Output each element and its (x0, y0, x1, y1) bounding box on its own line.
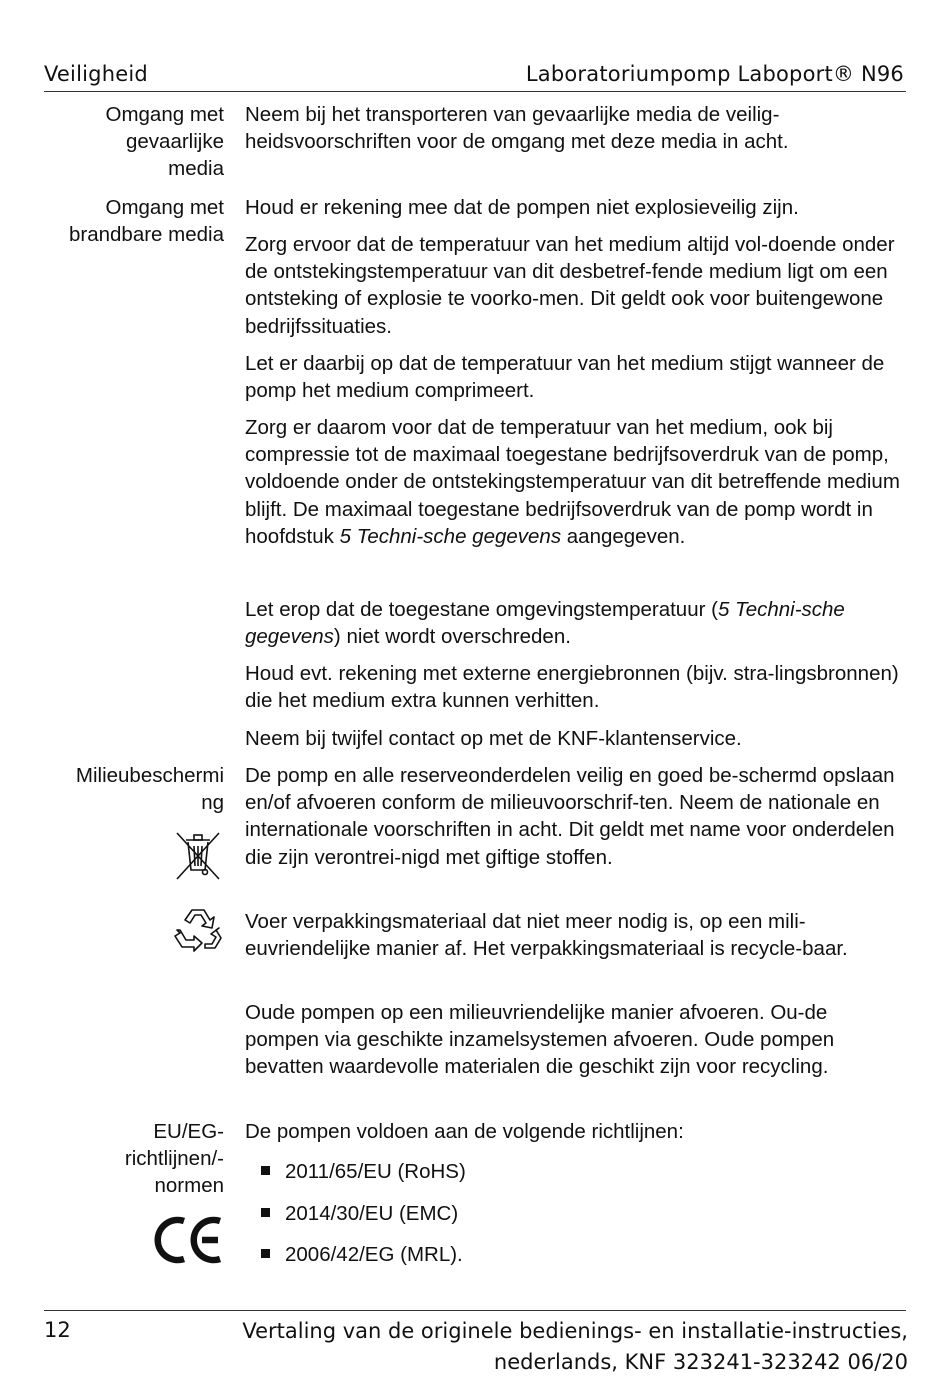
side-label-gevaarlijke-media: Omgang met gevaarlijke media (105, 103, 224, 180)
list-item: 2014/30/EU (EMC) (261, 1200, 458, 1227)
paragraph-omgevingstemperatuur: Let erop dat de toegestane omgevingstemperatuur (5 Techni-sche gegevens) niet wordt overschreden. (245, 598, 845, 649)
header-divider (44, 91, 906, 92)
ce-mark-icon (152, 1214, 224, 1266)
bullet-square-icon (261, 1208, 270, 1217)
paragraph-energiebronnen: Houd evt. rekening met externe energiebronnen (bijv. stra-lingsbronnen) die het medium extra kunnen verhitten. (245, 662, 899, 713)
side-label-milieubescherming: Milieubeschermi ng (75, 764, 224, 814)
side-label-eu-richtlijnen: EU/EG- richtlijnen/- normen (124, 1120, 224, 1197)
paragraph-temperatuur-stijgt: Let er daarbij op dat de temperatuur van het medium stijgt wanneer de pomp het medium comprimeert. (245, 352, 885, 403)
paragraph-gevaarlijke-media: Neem bij het transporteren van gevaarlijke media de veilig-heidsvoorschriften voor de omgang met deze media in acht. (245, 103, 789, 154)
paragraph-verpakkingsmateriaal: Voer verpakkingsmateriaal dat niet meer nodig is, op een mili-euvriendelijke manier af. Het verpakkingsmateriaal is recycle-baar. (245, 910, 848, 961)
footer-divider (44, 1310, 906, 1311)
side-label-brandbare-media: Omgang met brandbare media (69, 196, 224, 246)
header-section: Veiligheid (44, 62, 148, 86)
paragraph-ontstekingstemperatuur: Zorg ervoor dat de temperatuur van het medium altijd vol-doende onder de ontstekingstemperatuur van dit desbetref-fende medium ligt om een ontsteking of explosie te voorko-men. Dit geldt ook voor buitengewone bedrijfssituaties. (245, 233, 895, 338)
recycling-icon (172, 906, 224, 956)
paragraph-bedrijfsoverdruk: Zorg er daarom voor dat de temperatuur van het medium, ook bij compressie tot de maximaal toegestane bedrijfsoverdruk van de pomp, voldoende onder de ontstekingstemperatuur van dit betreffende medium blijft. De maximaal toegestane bedrijfsoverdruk van de pomp wordt in hoofdstuk 5 Techni-sche gegevens aangegeven. (245, 416, 900, 548)
bullet-square-icon (261, 1166, 270, 1175)
reference-technische-gegevens-2[interactable]: 5 Techni-sche gegevens (245, 598, 845, 649)
paragraph-explosieveilig: Houd er rekening mee dat de pompen niet explosieveilig zijn. (245, 196, 799, 219)
page-number: 12 (44, 1318, 71, 1342)
footer-document-info: Vertaling van de originele bedienings- en installatie-instructies, nederlands, KNF 323241-323242 06/20 (242, 1319, 908, 1374)
list-item: 2006/42/EG (MRL). (261, 1241, 463, 1268)
crossed-out-bin-icon (174, 830, 222, 882)
paragraph-milieuvoorschriften: De pomp en alle reserveonderdelen veilig en goed be-schermd opslaan en/of afvoeren conform de milieuvoorschrif-ten. Neem de nationale en internationale voorschriften in acht. Dit geldt met name voor onderdelen die zijn verontrei-nigd met giftige stoffen. (245, 764, 895, 869)
list-item: 2011/65/EU (RoHS) (261, 1158, 466, 1185)
header-product: Laboratoriumpomp Laboport® N96 (525, 62, 904, 86)
bullet-square-icon (261, 1249, 270, 1258)
paragraph-klantenservice: Neem bij twijfel contact op met de KNF-klantenservice. (245, 727, 742, 750)
paragraph-oude-pompen: Oude pompen op een milieuvriendelijke manier afvoeren. Ou-de pompen via geschikte inzamelsystemen afvoeren. Oude pompen bevatten waardevolle materialen die geschikt zijn voor recycling. (245, 1001, 835, 1079)
paragraph-richtlijnen-intro: De pompen voldoen aan de volgende richtlijnen: (245, 1120, 684, 1143)
reference-technische-gegevens[interactable]: 5 Techni-sche gegevens (339, 524, 562, 548)
